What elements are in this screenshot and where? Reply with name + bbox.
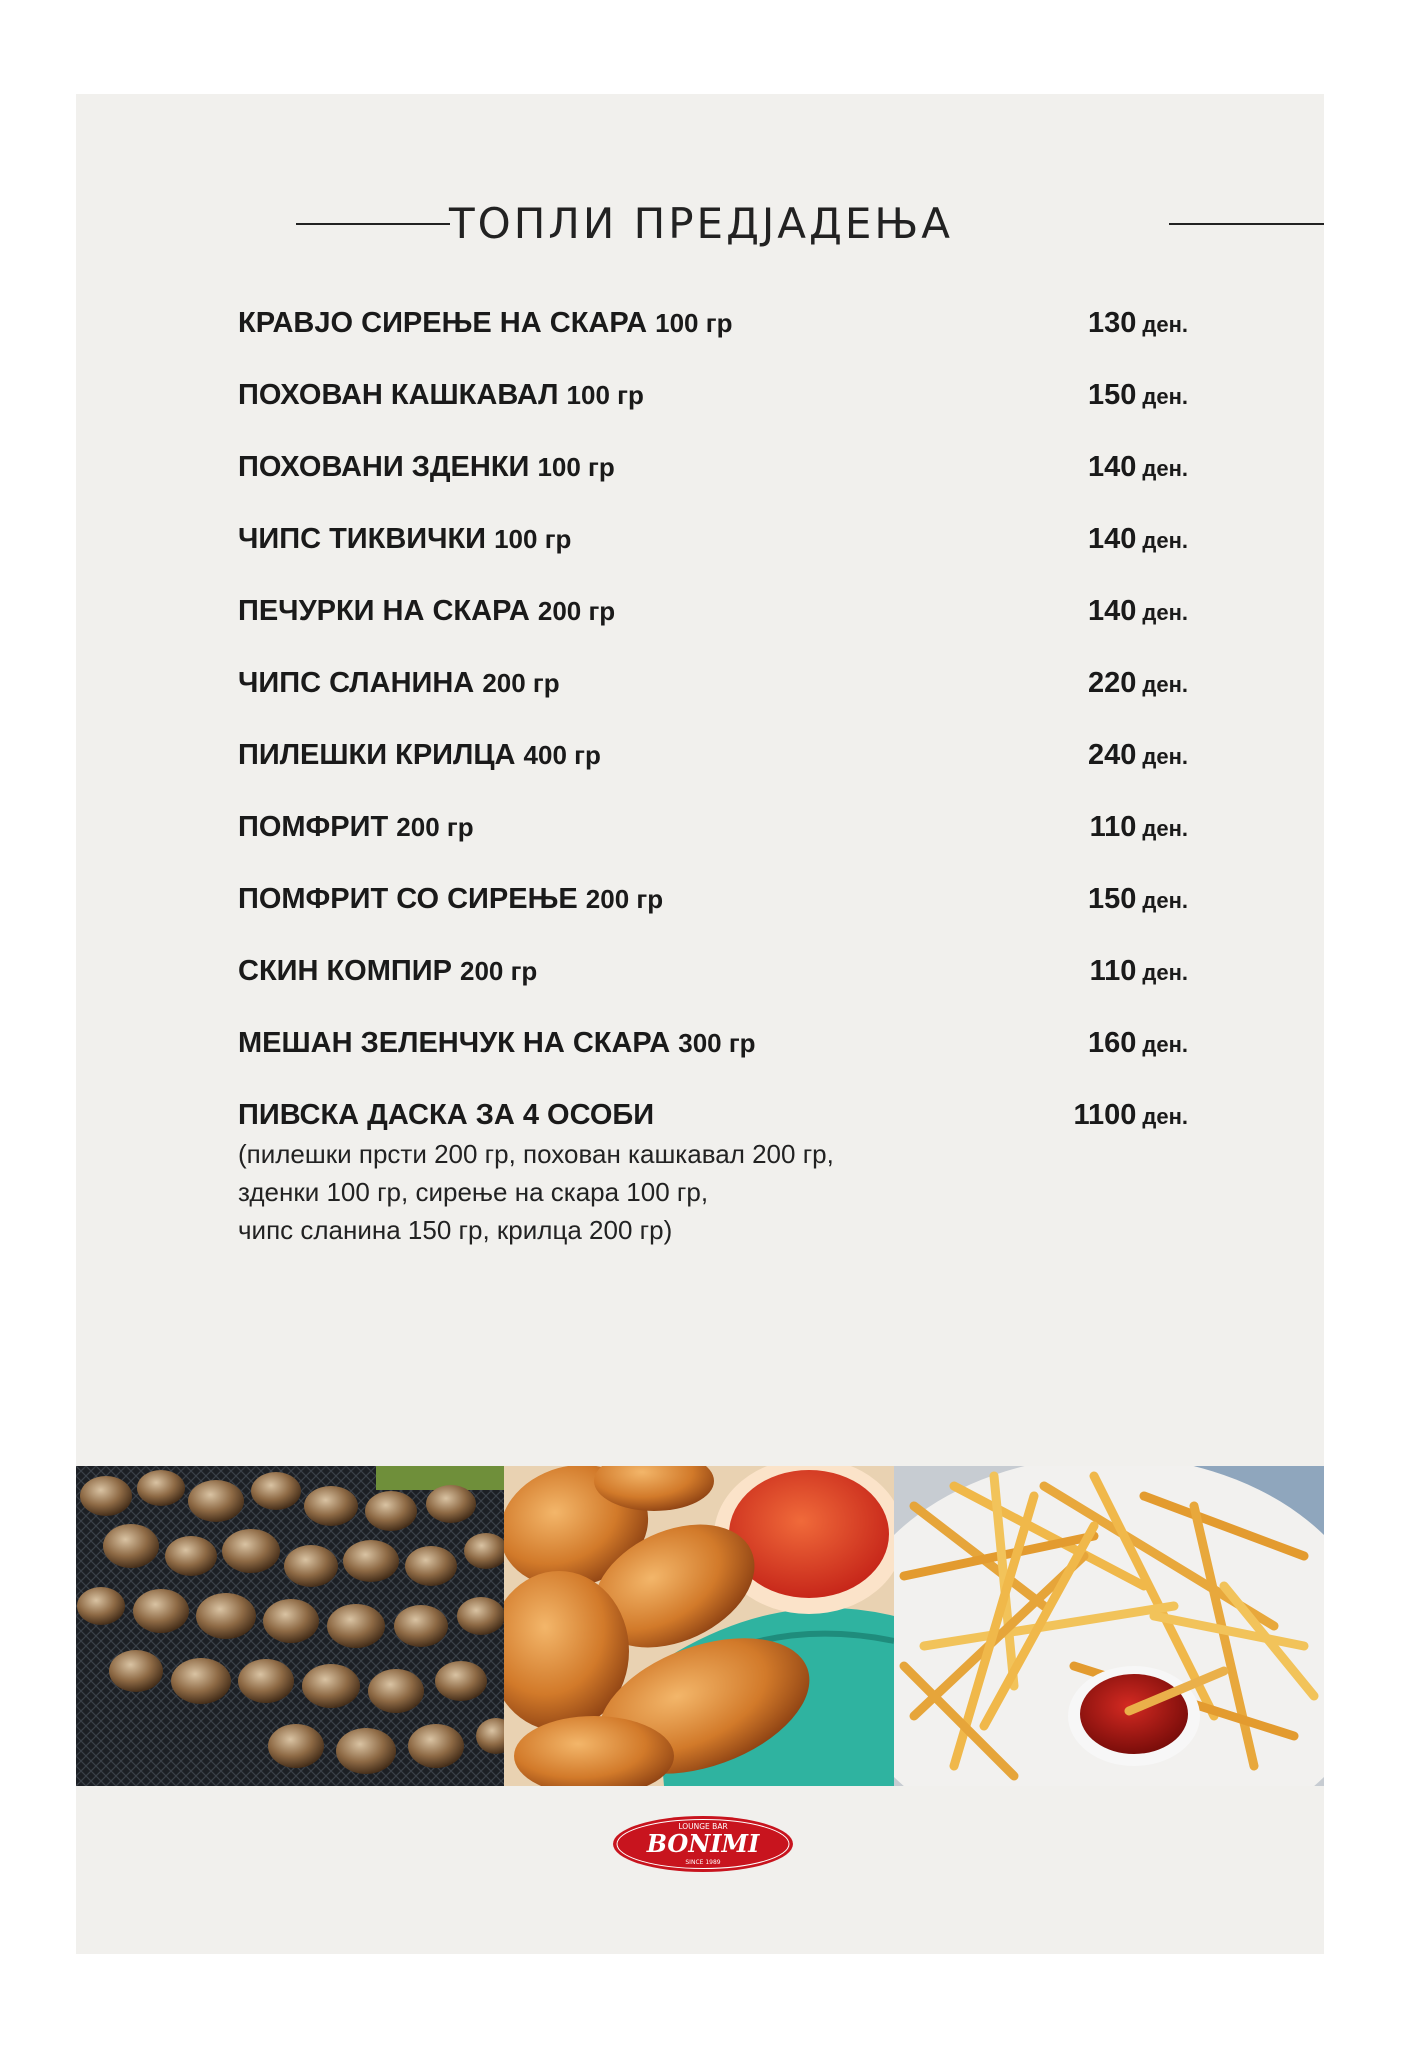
item-currency: ден.	[1142, 816, 1188, 841]
item-qty: 100 гр	[494, 524, 572, 554]
menu-item	[238, 951, 1188, 1023]
item-qty: 100 гр	[537, 452, 615, 482]
logo-bottom-text: SINCE 1989	[685, 1859, 721, 1866]
item-currency: ден.	[1142, 888, 1188, 913]
section-header	[216, 194, 1186, 254]
menu-page	[76, 94, 1324, 1954]
item-name: ПОМФРИТ	[238, 811, 389, 843]
item-currency: ден.	[1142, 1104, 1188, 1129]
item-name: ПИЛЕШКИ КРИЛЦА	[238, 739, 516, 771]
description-line: чипс сланина 150 гр, крилца 200 гр)	[238, 1215, 673, 1245]
item-currency: ден.	[1142, 384, 1188, 409]
description-line: (пилешки прсти 200 гр, похован кашкавал 200 гр,	[238, 1139, 834, 1169]
item-currency: ден.	[1142, 312, 1188, 337]
mushrooms-photo	[76, 1466, 504, 1786]
chicken-wings-photo	[504, 1466, 894, 1786]
item-name: КРАВЈО СИРЕЊЕ НА СКАРА	[238, 307, 648, 339]
item-price: 140	[1088, 523, 1137, 555]
menu-item	[238, 879, 1188, 951]
item-price: 150	[1088, 883, 1137, 915]
item-currency: ден.	[1142, 1032, 1188, 1057]
section-title: ТОПЛИ ПРЕДЈАДЕЊА	[449, 199, 953, 248]
item-price: 130	[1088, 307, 1137, 339]
item-price: 240	[1088, 739, 1137, 771]
item-price: 220	[1088, 667, 1137, 699]
header-rule-right	[1169, 223, 1324, 225]
menu-item	[238, 1023, 1188, 1095]
item-description	[238, 1135, 834, 1249]
item-currency: ден.	[1142, 528, 1188, 553]
item-currency: ден.	[1142, 960, 1188, 985]
menu-item	[238, 519, 1188, 591]
item-qty: 200 гр	[537, 596, 616, 626]
item-currency: ден.	[1142, 456, 1188, 481]
item-qty: 300 гр	[678, 1028, 756, 1058]
photo-strip	[76, 1466, 1324, 1786]
menu-list	[238, 303, 1188, 1255]
menu-item	[238, 303, 1188, 375]
item-price: 110	[1089, 811, 1137, 843]
item-price: 1100	[1073, 1099, 1137, 1131]
item-name: ЧИПС ТИКВИЧКИ	[238, 523, 487, 555]
item-price: 150	[1088, 379, 1137, 411]
logo-top-text: LOUNGE BAR	[678, 1822, 728, 1831]
item-name: ПОМФРИТ СО СИРЕЊЕ	[238, 883, 578, 915]
menu-item	[238, 447, 1188, 519]
bonimi-logo	[610, 1814, 796, 1874]
menu-item	[238, 807, 1188, 879]
menu-item-beer-board	[238, 1095, 1188, 1255]
item-price: 140	[1088, 451, 1137, 483]
item-qty: 100 гр	[655, 308, 733, 338]
item-qty: 200 гр	[585, 884, 664, 914]
logo-name-text: BONIMI	[646, 1829, 760, 1858]
item-currency: ден.	[1142, 600, 1188, 625]
item-qty: 200 гр	[396, 812, 474, 842]
item-name: СКИН КОМПИР	[238, 955, 452, 987]
item-price: 110	[1089, 955, 1137, 987]
menu-item	[238, 663, 1188, 735]
item-name: ПОХОВАН КАШКАВАЛ	[238, 379, 559, 411]
menu-item	[238, 735, 1188, 807]
item-name: ПИВСКА ДАСКА ЗА 4 ОСОБИ	[238, 1099, 655, 1131]
item-currency: ден.	[1142, 744, 1188, 769]
menu-item	[238, 375, 1188, 447]
item-currency: ден.	[1142, 672, 1188, 697]
description-line: зденки 100 гр, сирење на скара 100 гр,	[238, 1177, 709, 1207]
item-price: 160	[1088, 1027, 1137, 1059]
item-name: ПОХОВАНИ ЗДЕНКИ	[238, 451, 530, 483]
item-name: ПЕЧУРКИ НА СКАРА	[238, 595, 530, 627]
item-price: 140	[1088, 595, 1137, 627]
item-qty: 400 гр	[523, 740, 601, 770]
item-name: МЕШАН ЗЕЛЕНЧУК НА СКАРА	[238, 1027, 671, 1059]
item-qty: 200 гр	[460, 956, 538, 986]
french-fries-photo	[894, 1466, 1324, 1786]
item-name: ЧИПС СЛАНИНА	[238, 667, 475, 699]
item-qty: 200 гр	[482, 668, 560, 698]
menu-item	[238, 591, 1188, 663]
item-qty: 100 гр	[566, 380, 644, 410]
